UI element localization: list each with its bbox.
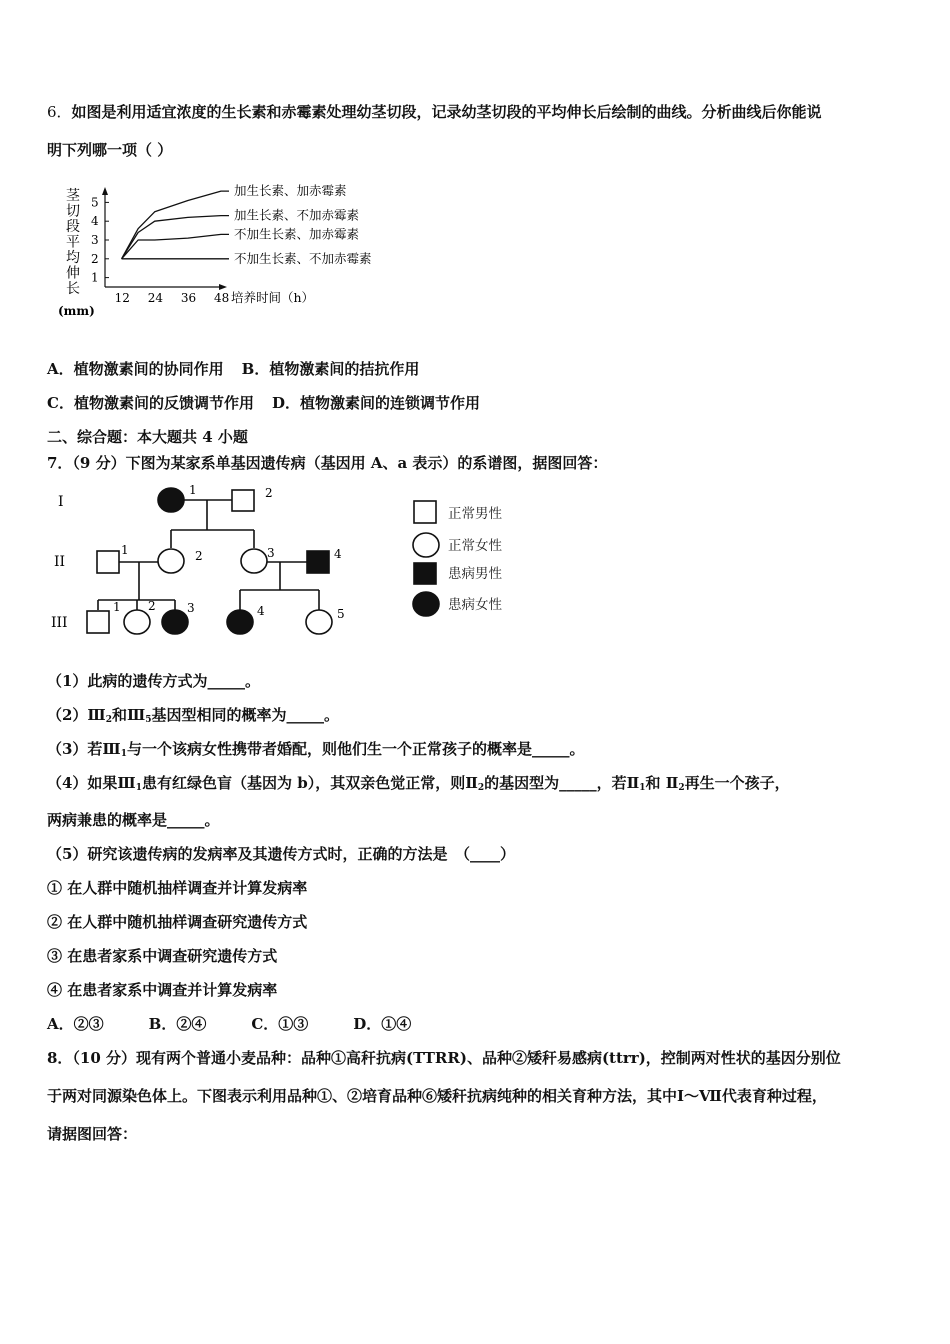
q7-answer-choices: A．②③ B．②④ C．①③ D．①④ [47, 1015, 412, 1033]
q7-opt4: ④ 在患者家系中调查并计算发病率 [47, 981, 278, 999]
q6-option-d: D．植物激素间的连锁调节作用 [271, 394, 480, 412]
chart-x-ticks [115, 291, 230, 305]
section-heading: 二、综合题：本大题共 4 小题 [47, 428, 248, 446]
q7-sub2 [47, 704, 339, 725]
pedigree-III4-label: 4 [257, 604, 265, 618]
q6-number: 6． [47, 103, 72, 121]
chart-y-tick-label: 3 [91, 233, 99, 247]
q7-sub2-part2: 和Ⅲ [111, 706, 146, 724]
q6-option-c: C．植物激素间的反馈调节作用 [47, 394, 254, 412]
pedigree-III3-label: 3 [187, 601, 195, 615]
legend-normal-male: 正常男性 [448, 506, 502, 522]
chart-ylabel-char: 切 [66, 203, 80, 220]
chart-y-tick-label: 1 [91, 270, 99, 285]
q7-sub4-sub4: 2 [678, 783, 685, 793]
pedigree-I1-label: 1 [189, 483, 197, 497]
chart-x-tick-label: 24 [147, 291, 163, 305]
pedigree-II1-label: 1 [121, 543, 129, 557]
chart-series-line [122, 216, 229, 259]
pedigree-III3-affected-female [162, 610, 188, 634]
q6-options-cd [47, 392, 480, 413]
chart-series-line [122, 191, 229, 259]
chart-x-tick-label: 12 [114, 291, 130, 305]
q7-sub4-part2: 患有红绿色盲（基因为 b），其双亲色觉正常，则Ⅱ [141, 774, 478, 792]
q7-sub1: （1）此病的遗传方式为_____。 [47, 672, 260, 690]
chart-ylabel-char: 伸 [66, 265, 80, 282]
pedigree-III5-female [306, 610, 332, 634]
gen-label-1: I [58, 494, 64, 510]
chart-series-label: 不加生长素、加赤霉素 [234, 226, 360, 242]
pedigree-II4-label: 4 [334, 547, 342, 561]
pedigree-III5-label: 5 [337, 607, 345, 621]
q7-sub4-sub2: 2 [477, 783, 485, 793]
q7-opt3: ③ 在患者家系中调查研究遗传方式 [47, 947, 278, 965]
pedigree-III4-affected-female [227, 610, 253, 634]
q7-sub4-part1: （4）如果Ⅲ [47, 774, 136, 792]
chart-y-tick-label: 5 [91, 195, 99, 210]
q7-sub3-part1: （3）若Ⅲ [47, 740, 121, 758]
legend-normal-female: 正常女性 [448, 538, 502, 554]
gen-label-3: III [51, 615, 68, 631]
q7-sub4-part4: 和 Ⅱ [645, 774, 679, 792]
pedigree-chart [40, 478, 540, 648]
q7-sub2-sub2: 5 [145, 715, 152, 725]
chart-ylabel-char: 长 [66, 281, 80, 297]
legend-normal-female-icon [413, 533, 439, 557]
chart-ylabel-char: 段 [66, 219, 80, 235]
q7-sub4-sub1: 1 [135, 783, 142, 793]
q7-sub4-part5: 再生一个孩子， [684, 774, 790, 792]
chart-xlabel: 培养时间（h） [231, 290, 315, 305]
chart-ylabel [66, 188, 81, 297]
chart-y-axis-arrow [102, 187, 108, 195]
q7-sub2-part1: （2）Ⅲ [47, 706, 106, 724]
q7-sub3 [47, 738, 585, 759]
pedigree-II4-affected-male [307, 551, 329, 573]
chart-y-ticks [91, 195, 109, 284]
legend-normal-male-icon [414, 501, 436, 523]
chart-ylabel-unit: (mm) [58, 304, 95, 318]
q7-opt1: ① 在人群中随机抽样调查并计算发病率 [47, 879, 308, 897]
q7-opt2: ② 在人群中随机抽样调查研究遗传方式 [47, 913, 308, 931]
pedigree-I2-label: 2 [265, 486, 273, 500]
pedigree-III1-label: 1 [113, 600, 121, 614]
chart-series-line [122, 234, 229, 258]
q7-sub4 [47, 772, 790, 793]
chart-x-tick-label: 48 [214, 291, 230, 305]
q7-sub3-sub1: 1 [120, 749, 127, 759]
chart-ylabel-char: 均 [66, 250, 80, 266]
chart-x-axis-arrow [219, 284, 227, 290]
gen-label-2: II [54, 554, 66, 570]
pedigree-I2-male [232, 490, 254, 511]
legend-affected-female: 患病女性 [448, 597, 502, 613]
pedigree-lines [98, 500, 319, 610]
pedigree-III2-female [124, 610, 150, 634]
legend-affected-male-icon [414, 563, 436, 584]
chart-ylabel-char: 平 [66, 234, 80, 251]
legend-affected-male: 患病男性 [448, 566, 502, 582]
pedigree-II2-label: 2 [195, 549, 203, 563]
pedigree-II3-label: 3 [267, 546, 275, 560]
chart-series [122, 183, 372, 266]
pedigree-II2-female [158, 549, 184, 573]
legend-affected-female-icon [413, 592, 439, 616]
pedigree-II1-male [97, 551, 119, 573]
chart-series-label: 加生长素、不加赤霉素 [234, 207, 360, 223]
q6-options-ab [47, 358, 419, 379]
q7-sub2-part3: 基因型相同的概率为_____。 [151, 706, 340, 724]
q8-line3: 请据图回答： [47, 1125, 138, 1143]
q8-line2: 于两对同源染色体上。下图表示利用品种①、②培育品种⑥矮秆抗病纯种的相关育种方法，其中Ⅰ～Ⅶ代表育种过程， [47, 1087, 827, 1105]
q6-option-a: A．植物激素间的协同作用 [47, 360, 224, 378]
chart-y-tick-label: 4 [91, 214, 99, 229]
q7-sub4-line2: 两病兼患的概率是_____。 [47, 811, 220, 829]
growth-chart [55, 175, 415, 325]
q7-sub4-part3: 的基因型为_____，若Ⅱ [484, 774, 640, 792]
q7-sub4-sub3: 1 [639, 783, 646, 793]
chart-series-label: 不加生长素、不加赤霉素 [234, 250, 372, 266]
q6-stem-line2: 明下列哪一项（ ） [47, 141, 173, 159]
q6-stem-text: 如图是利用适宜浓度的生长素和赤霉素处理幼茎切段，记录幼茎切段的平均伸长后绘制的曲线。分析曲线后你能说 [71, 103, 822, 121]
q7-stem: 7．（9 分）下图为某家系单基因遗传病（基因用 A、a 表示）的系谱图，据图回答： [47, 454, 608, 472]
chart-series-label: 加生长素、加赤霉素 [234, 183, 347, 199]
chart-ylabel-char: 茎 [66, 188, 80, 204]
pedigree-II3-female [241, 549, 267, 573]
q7-sub5: （5）研究该遗传病的发病率及其遗传方式时，正确的方法是 （____） [47, 845, 515, 863]
pedigree-I1-affected-female [158, 488, 184, 512]
chart-y-tick-label: 2 [91, 251, 99, 266]
q6-stem-line1 [47, 101, 822, 122]
pedigree-III2-label: 2 [148, 599, 156, 613]
q7-sub2-sub1: 2 [105, 715, 112, 725]
q6-option-b: B．植物激素间的拮抗作用 [241, 360, 420, 378]
chart-x-tick-label: 36 [180, 291, 197, 305]
pedigree-III1-male [87, 611, 109, 633]
q7-sub3-part2: 与一个该病女性携带者婚配，则他们生一个正常孩子的概率是_____。 [126, 740, 585, 758]
q8-line1: 8．（10 分）现有两个普通小麦品种：品种①高秆抗病(TTRR)、品种②矮秆易感病(ttrr)，控制两对性状的基因分别位 [47, 1049, 841, 1067]
